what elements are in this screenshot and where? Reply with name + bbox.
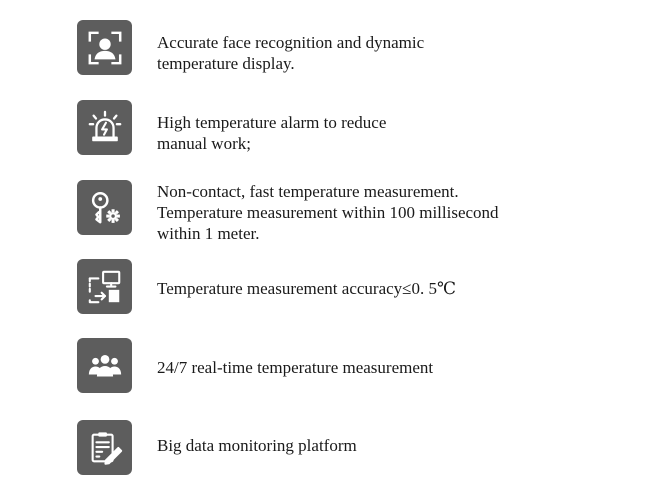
feature-text-line: temperature display. bbox=[157, 54, 295, 73]
feature-row-alarm bbox=[0, 98, 650, 158]
feature-text-line: within 1 meter. bbox=[157, 224, 260, 243]
feature-text-line: manual work; bbox=[157, 134, 251, 153]
feature-text bbox=[157, 181, 499, 244]
face-recognition-icon bbox=[77, 20, 132, 75]
feature-text bbox=[157, 435, 357, 456]
key-gear-icon bbox=[77, 180, 132, 235]
alarm-icon bbox=[77, 100, 132, 155]
feature-text bbox=[157, 357, 433, 378]
feature-row-face-recognition bbox=[0, 18, 650, 78]
feature-text-line: Big data monitoring platform bbox=[157, 436, 357, 455]
feature-row-big-data bbox=[0, 418, 650, 478]
feature-text bbox=[157, 278, 456, 299]
feature-text-line: Temperature measurement accuracy≤0. 5℃ bbox=[157, 279, 457, 298]
monitor-transfer-icon bbox=[77, 259, 132, 314]
people-group-icon bbox=[77, 338, 132, 393]
feature-text-line: High temperature alarm to reduce bbox=[157, 113, 387, 132]
feature-row-non-contact bbox=[0, 178, 650, 243]
feature-text bbox=[157, 112, 386, 154]
feature-text bbox=[157, 32, 424, 74]
feature-text-line: 24/7 real-time temperature measurement bbox=[157, 358, 434, 377]
feature-row-accuracy bbox=[0, 259, 650, 319]
data-report-icon bbox=[77, 420, 132, 475]
feature-text-line: Temperature measurement within 100 millisecond bbox=[157, 203, 499, 222]
feature-row-realtime bbox=[0, 338, 650, 398]
feature-text-line: Non-contact, fast temperature measurement. bbox=[157, 182, 459, 201]
feature-text-line: Accurate face recognition and dynamic bbox=[157, 33, 425, 52]
